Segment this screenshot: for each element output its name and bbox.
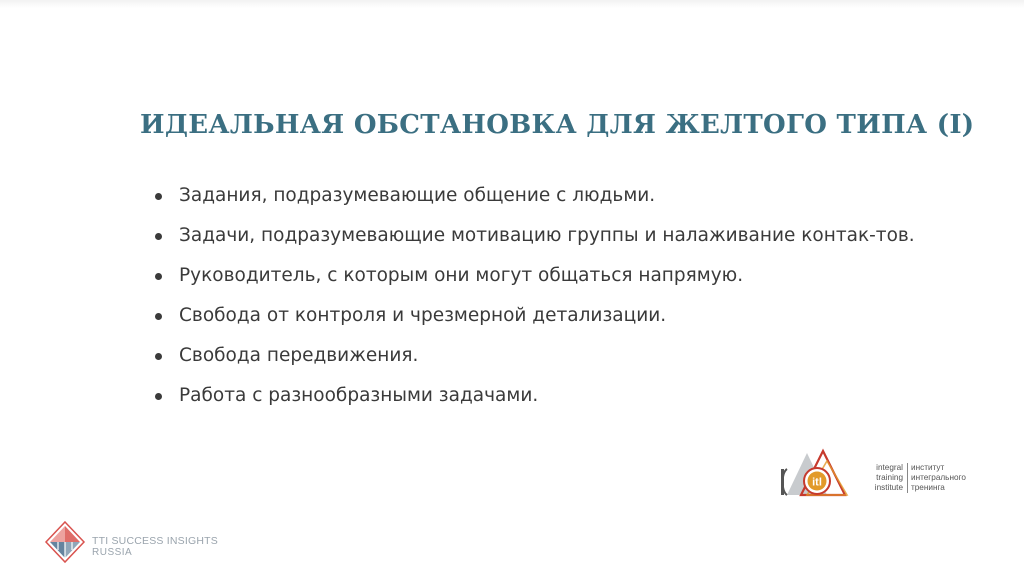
bullet-item: [155, 382, 915, 409]
bullet-item: [155, 222, 915, 249]
tti-diamond-logo-icon: [44, 520, 86, 564]
bullet-dot-icon: [155, 353, 162, 360]
iti-english-line: training: [876, 473, 903, 482]
iti-english-line: institute: [874, 483, 903, 492]
bullet-item: [155, 342, 915, 369]
bullet-text: Задачи, подразумевающие мотивацию группы и налаживание контак-тов.: [179, 225, 915, 246]
iti-russian-line: интегрального: [911, 473, 966, 482]
bullet-text: Свобода передвижения.: [179, 345, 419, 366]
iti-logo: [777, 447, 966, 499]
bullet-dot-icon: [155, 193, 162, 200]
iti-divider: [907, 463, 908, 493]
bullet-dot-icon: [155, 273, 162, 280]
bullet-text: Руководитель, с которым они могут общаться напрямую.: [179, 265, 744, 286]
tti-region: RUSSIA: [92, 547, 133, 558]
iti-english-name: [853, 463, 903, 493]
iti-russian-line: институт: [911, 463, 945, 472]
bullet-text: Задания, подразумевающие общение с людьми.: [179, 185, 656, 206]
bullet-dot-icon: [155, 313, 162, 320]
bullet-item: [155, 302, 915, 329]
bullet-dot-icon: [155, 233, 162, 240]
tti-company-name: TTI SUCCESS INSIGHTS: [92, 535, 218, 547]
bullet-text: Работа с разнообразными задачами.: [179, 385, 539, 406]
iti-russian-line: тренинга: [911, 483, 945, 492]
iti-mark-letters: itl: [812, 476, 822, 489]
bullet-text: Свобода от контроля и чрезмерной детализации.: [179, 305, 667, 326]
bullet-item: [155, 262, 915, 289]
tti-logo: [44, 520, 264, 564]
bullet-dot-icon: [155, 393, 162, 400]
bullet-list: [155, 182, 915, 422]
iti-logo-mark-icon: [777, 447, 851, 499]
iti-russian-name: [911, 463, 991, 493]
bullet-item: [155, 182, 915, 209]
slide-title: ИДЕАЛЬНАЯ ОБСТАНОВКА ДЛЯ ЖЕЛТОГО ТИПА (I): [140, 110, 975, 140]
slide-top-edge: [0, 0, 1024, 8]
iti-english-line: integral: [876, 463, 903, 472]
